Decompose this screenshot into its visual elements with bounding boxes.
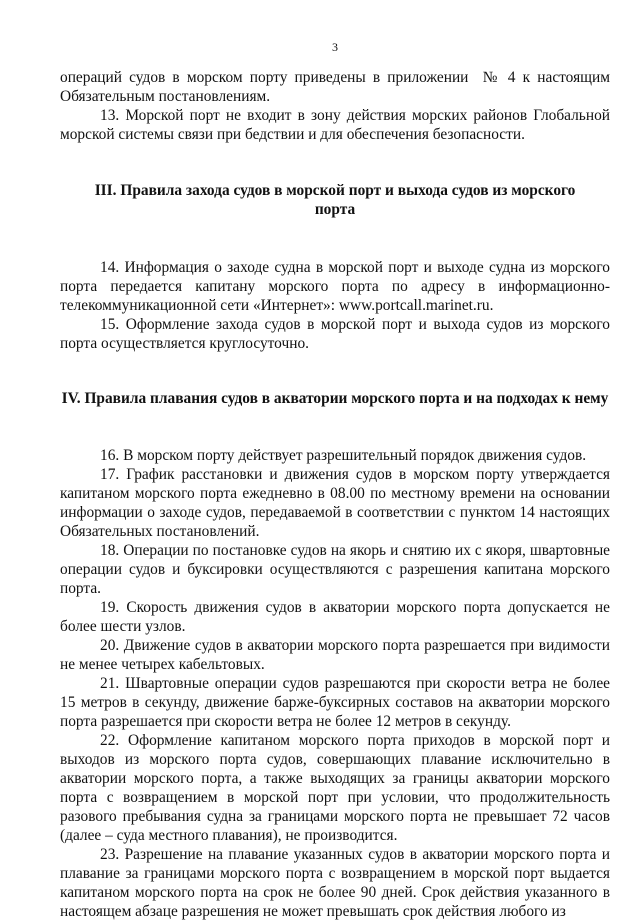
paragraph-22: 22. Оформление капитаном морского порта приходов в морской порт и выходов из морского порта судов, совершающих плавание исключительно в акватории морского порта, а также выходящих за границы акватории морского порта с возвращением в морской порт при условии, что продолжительность разового пребывания судна за границами морского порта не превышает 72 часов (далее – суда местного плавания), не производится.: [60, 732, 610, 844]
paragraph-continuation: операций судов в морском порту приведены в приложении № 4 к настоящим Обязательным постановлениям.: [60, 69, 610, 105]
paragraph-13: 13. Морской порт не входит в зону действия морских районов Глобальной морской системы связи при бедствии и для обеспечения безопасности.: [60, 107, 610, 143]
document-body: [60, 68, 610, 921]
paragraph-21: 21. Швартовные операции судов разрешаются при скорости ветра не более 15 метров в секунду, движение барже-буксирных составов на акватории морского порта разрешается при скорости ветра не более 12 метров в секунду.: [60, 675, 610, 730]
paragraph-15: 15. Оформление захода судов в морской порт и выхода судов из морского порта осуществляется круглосуточно.: [60, 316, 610, 352]
paragraph-19: 19. Скорость движения судов в акватории морского порта допускается не более шести узлов.: [60, 599, 610, 635]
paragraph-18: 18. Операции по постановке судов на якорь и снятию их с якоря, швартовные операции судов и буксировки осуществляются с разрешения капитана морского порта.: [60, 542, 610, 597]
paragraph-16: 16. В морском порту действует разрешительный порядок движения судов.: [100, 447, 587, 464]
paragraph-23: 23. Разрешение на плавание указанных судов в акватории морского порта и плавание за границами морского порта с возвращением в морской порт выдается капитаном морского порта на срок не более 90 дней. Срок действия указанного в настоящем абзаце разрешения не может превышать срок действия любого из: [60, 846, 610, 920]
paragraph-20: 20. Движение судов в акватории морского порта разрешается при видимости не менее четырех кабельтовых.: [60, 637, 610, 673]
paragraph-14: 14. Информация о заходе судна в морской порт и выходе судна из морского порта передается капитану морского порта по адресу в информационно-телекоммуникационной сети «Интернет»: www.portcall.marinet.ru.: [60, 259, 610, 314]
section-heading-3: III. Правила захода судов в морской порт и выхода судов из морского порта: [94, 182, 576, 218]
section-heading-4: IV. Правила плавания судов в акватории морского порта и на подходах к нему: [61, 390, 609, 407]
paragraph-17: 17. График расстановки и движения судов в морском порту утверждается капитаном морского порта ежедневно в 08.00 по местному времени на основании информации о заходе судов, передаваемой в соответствии с пунктом 14 настоящих Обязательных постановлений.: [60, 466, 610, 540]
page-number: 3: [332, 40, 338, 54]
